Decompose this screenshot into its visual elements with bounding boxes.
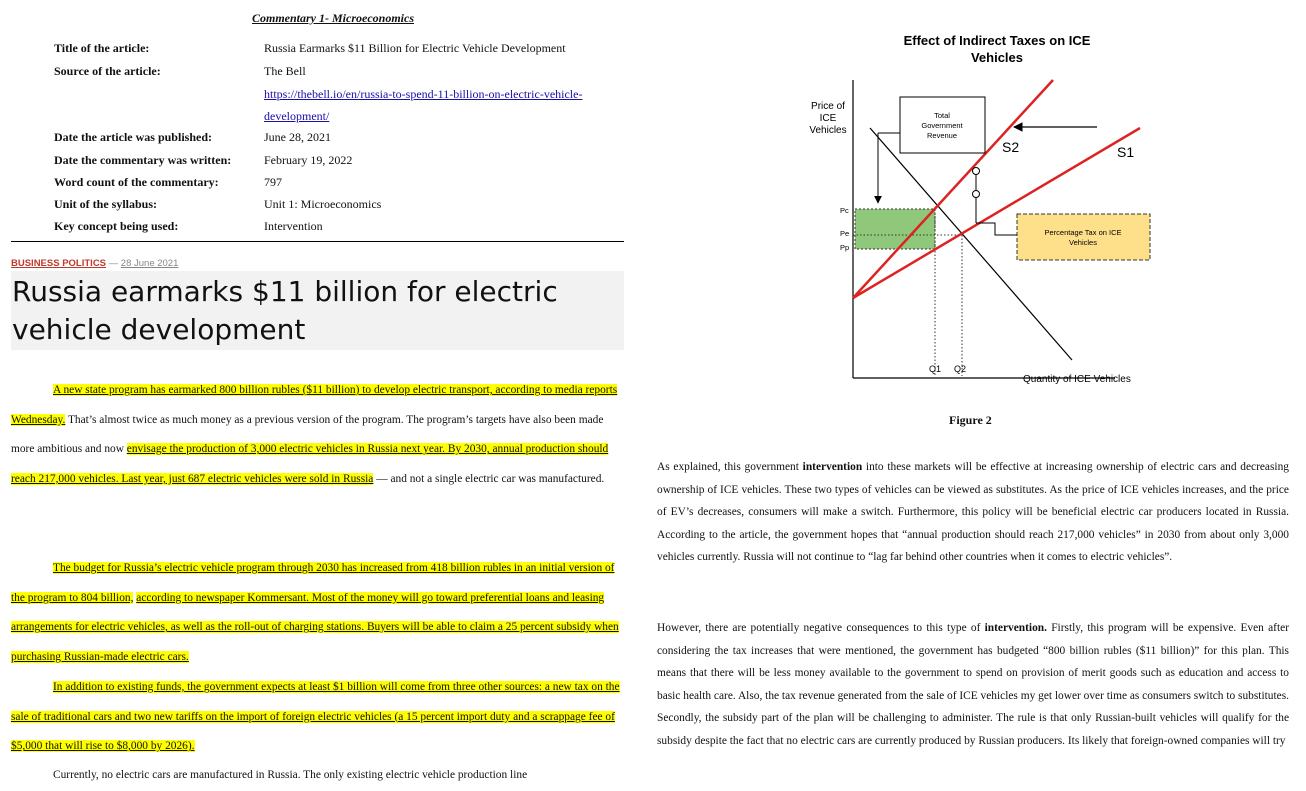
meta-label-written: Date the commentary was written: [54,153,232,167]
chart-title-line-1: Effect of Indirect Taxes on ICE [903,33,1091,48]
chart-title-line-2: Vehicles [970,50,1024,65]
meta-value-written: February 19, 2022 [264,153,353,167]
highlight: In addition to existing funds, the government expects at least $1 billion will come from three other sources: a new tax on the sale of traditional cars and two new tariffs on the import of foreign electric vehicles (a 15 percent import duty and a scrappage fee of $5,000 that will rise to $8,000 by 2026). [11,681,620,753]
svg-text:ICE: ICE [819,113,837,124]
x-axis-label: Quantity of ICE Vehicles [1023,374,1131,385]
meta-label-title: Title of the article: [54,41,150,55]
meta-value-concept: Intervention [264,219,323,233]
highlight: according to newspaper Kommersant. Most of the money will go toward preferential loans and leasing arrangements for electric vehicles, as well as the roll-out of charging stations. Buyers will be able to claim a 25 percent subsidy when purchasing Russian-made electric cars. [11,591,619,663]
article-category-link[interactable]: BUSINESS POLITICS [11,258,107,269]
quantity-label-q1: Q1 [929,364,942,374]
kicker-separator: — [106,258,121,269]
revenue-area [855,209,935,249]
svg-text:Government: Government [921,121,963,130]
meta-value-source: The Bell [264,64,306,78]
highlight: A new state program has earmarked 800 billion rubles ($11 billion) to develop electric transport, according to media reports Wednesday. [11,384,618,426]
svg-text:Revenue: Revenue [926,131,958,140]
percentage-tax-box [1017,214,1150,260]
meta-label-published: Date the article was published: [54,130,212,144]
meta-value-published: June 28, 2021 [264,130,331,144]
meta-value-title: Russia Earmarks $11 Billion for Electric Vehicle Development [264,41,566,55]
commentary-paragraph-1: As explained, this government intervention into these markets will be effective at increasing ownership of electric cars and decreasing ownership of ICE vehicles. These two types of vehicles can be viewed as substitutes. As the price of ICE vehicles increases, and the price of EV’s decreases, consumers will make a switch. Furthermore, this policy will be beneficial electric car producers located in Russia. According to the article, the government hopes that “annual production should reach 217,000 vehicles” in 2030 from about only 3,000 vehicles currently. Russia will not continue to “lag far behind other countries when it comes to electric vehicles”. [657,461,1289,564]
divider [11,241,624,242]
price-label-pc: Pc [840,206,849,215]
plain-text: — and not a single electric car was manufactured. [373,472,605,485]
meta-value-wordcount: 797 [264,175,282,189]
highlight: The budget for Russia’s electric vehicle program through 2030 has increased from 418 billion rubles in an initial version of the program to 804 billion, [11,562,615,604]
tax-diagram [780,28,1160,398]
article-headline: Russia earmarks $11 billion for electric vehicle development [11,271,624,350]
price-label-pp: Pp [840,243,850,252]
plain-text: That’s almost twice as much money as a previous version of the program. The program’s targets have also been made more ambitious and now [11,413,604,456]
s2-label: S2 [1002,139,1020,155]
commentary-paragraph-2: However, there are potentially negative consequences to this type of intervention. Firstly, this program will be expensive. Even after considering the tax increases that were mentioned, the government has budgeted “800 billion rubles ($11 billion)” for this plan. This means that there will be less money available to the government to spend on provision of merit goods such as education and access to basic health care. Also, the tax revenue generated from the sale of ICE vehicles my get lower over time as consumers switch to substitutes. Secondly, the subsidy part of the plan will be challenging to administer. The rule is that only Russian-built vehicles will qualify for the subsidy despite the fact that no electric cars are currently produced by Russian producers. Its likely that foreign-owned companies will try [657,622,1289,747]
article-paragraph-3 [11,673,625,762]
meta-label-concept: Key concept being used: [54,219,179,233]
price-label-pe: Pe [840,229,850,238]
article-kicker [11,258,178,269]
figure-caption: Figure 2 [949,413,992,427]
s1-label: S1 [1117,144,1135,160]
meta-value-unit: Unit 1: Microeconomics [264,197,382,211]
document-title: Commentary 1- Microeconomics [252,11,414,25]
key-concept-term: intervention. [984,622,1047,634]
svg-text:Vehicles: Vehicles [1069,238,1097,247]
svg-text:Vehicles: Vehicles [809,125,847,136]
article-paragraph-2 [11,554,625,672]
source-link[interactable]: https://thebell.io/en/russia-to-spend-11-billion-on-electric-vehicle- [264,87,583,101]
y-axis-label: Price of [811,101,845,112]
article-paragraph-1 [11,376,625,494]
highlight: envisage the production of 3,000 electric vehicles in Russia next year. By 2030, annual production should reach 217,000 vehicles. Last year, just 687 electric vehicles were sold in Russia [11,443,609,485]
key-concept-term: intervention [802,461,863,473]
article-date: 28 June 2021 [120,258,179,269]
source-link-continued[interactable]: development/ [264,109,330,123]
meta-label-unit: Unit of the syllabus: [54,197,158,211]
article-paragraph-4 [11,761,625,791]
plain-text: Currently, no electric cars are manufactured in Russia. The only existing electric vehicle production line [53,769,528,781]
svg-text:Total: Total [934,111,950,120]
svg-text:Percentage Tax on ICE: Percentage Tax on ICE [1044,228,1122,237]
meta-label-wordcount: Word count of the commentary: [54,175,219,189]
quantity-label-q2: Q2 [954,364,967,374]
meta-label-source: Source of the article: [54,64,161,78]
